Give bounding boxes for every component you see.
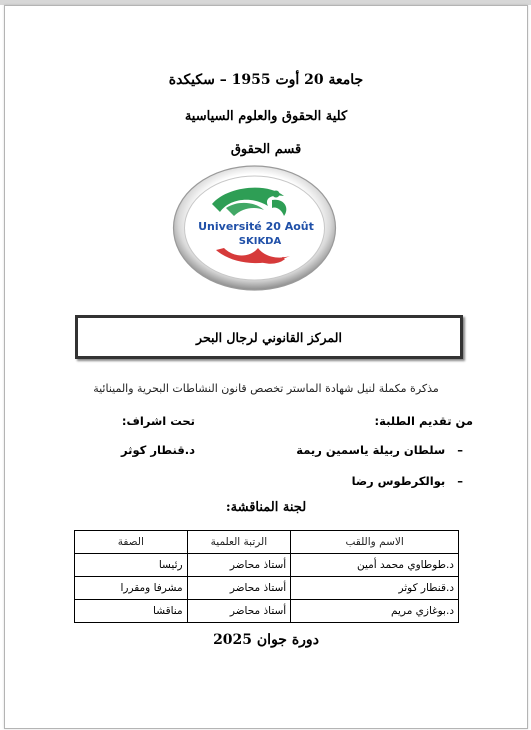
department-name: قسم الحقوق xyxy=(230,142,302,157)
student-item-2 xyxy=(352,474,463,488)
session-label: دورة جوان 2025 xyxy=(213,632,319,648)
committee-table xyxy=(74,530,459,623)
member-name: د.قنطار كوثر xyxy=(291,577,459,600)
list-dash: – xyxy=(457,443,463,457)
supervisor-name: د.قنطار كوثر xyxy=(120,443,195,457)
column-header-name: الاسم واللقب xyxy=(291,531,459,554)
member-rank: أستاذ محاضر xyxy=(187,600,291,623)
thesis-subtitle: مذكرة مكملة لنيل شهادة الماستر تخصص قانون النشاطات البحرية والمينائية xyxy=(93,382,439,395)
table-row xyxy=(75,577,459,600)
logo-text-line1: Université 20 Août xyxy=(198,220,314,233)
table-row xyxy=(75,554,459,577)
thesis-title-box xyxy=(75,315,463,359)
committee-title: لجنة المناقشة: xyxy=(225,500,307,515)
logo-text-line2: SKIKDA xyxy=(238,236,282,247)
students-label: من تقديم الطلبة: xyxy=(374,414,473,428)
university-logo-graphic xyxy=(172,164,337,292)
member-name: د.بوغازي مريم xyxy=(291,600,459,623)
member-name: د.طوطاوي محمد أمين xyxy=(291,554,459,577)
list-dash: – xyxy=(457,474,463,488)
member-role: رئيسا xyxy=(75,554,188,577)
member-role: مشرفا ومقررا xyxy=(75,577,188,600)
supervisor-label: تحت اشراف: xyxy=(121,414,195,428)
member-rank: أستاذ محاضر xyxy=(187,554,291,577)
university-name: جامعة 20 أوت 1955 – سكيكدة xyxy=(168,72,364,88)
document-page xyxy=(4,5,528,729)
university-logo xyxy=(172,164,337,292)
table-header-row xyxy=(75,531,459,554)
column-header-rank: الرتبة العلمية xyxy=(187,531,291,554)
student-name-2: بوالكرطوس رضا xyxy=(351,474,446,488)
table-row xyxy=(75,600,459,623)
student-name-1: سلطان ربيلة ياسمين ريمة xyxy=(296,443,446,457)
member-role: مناقشا xyxy=(75,600,188,623)
member-rank: أستاذ محاضر xyxy=(187,577,291,600)
column-header-role: الصفة xyxy=(75,531,188,554)
faculty-name: كلية الحقوق والعلوم السياسية xyxy=(184,109,348,124)
thesis-title: المركز القانوني لرجال البحر xyxy=(196,329,342,345)
student-item-1 xyxy=(296,443,463,457)
